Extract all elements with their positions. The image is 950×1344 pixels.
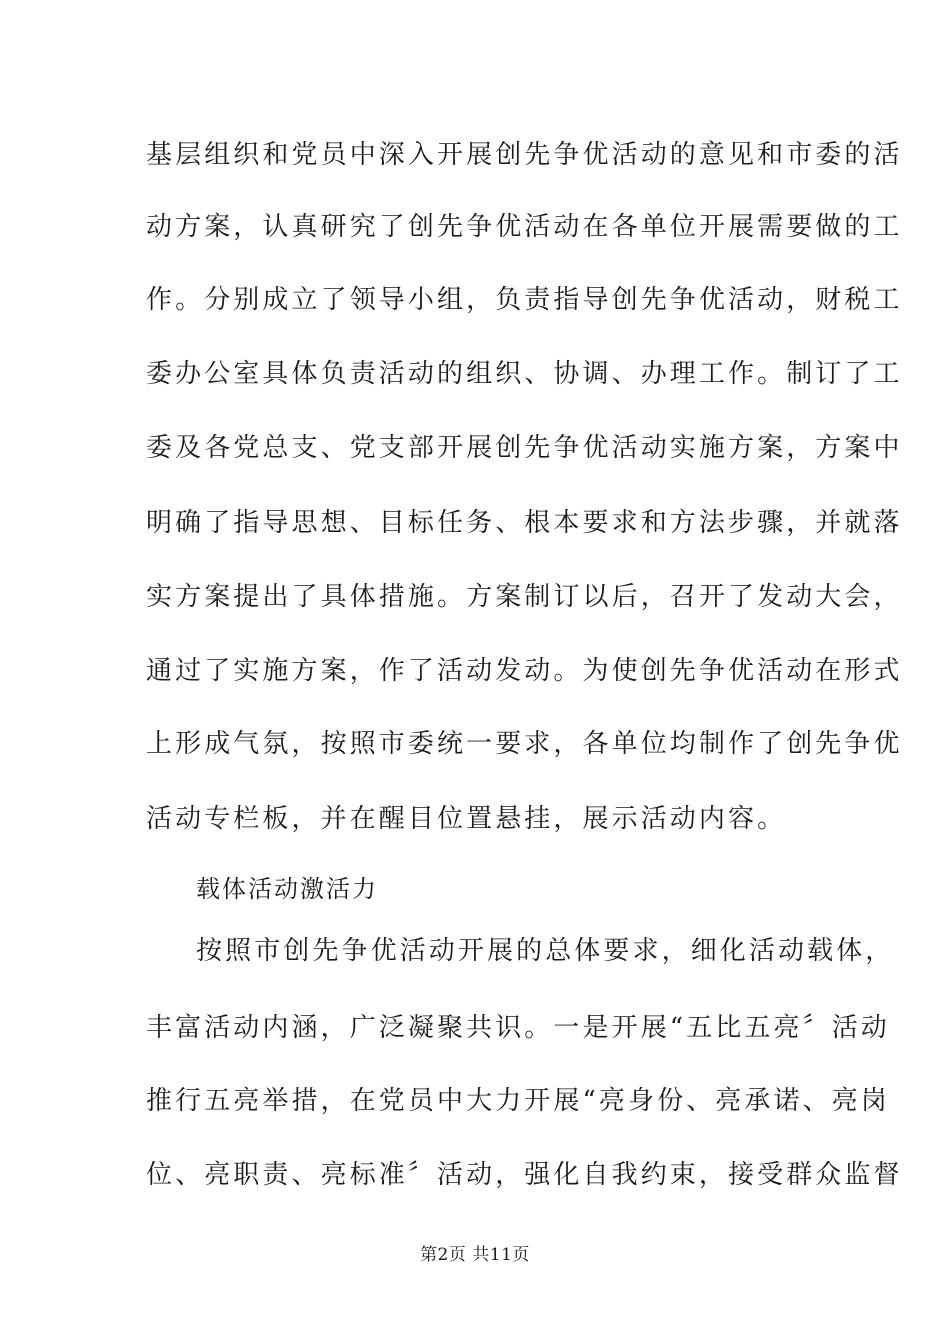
paragraph-line: 作。分别成立了领导小组，负责指导创先争优活动，财税工 (146, 285, 903, 315)
paragraph-line: 通过了实施方案，作了活动发动。为使创先争优活动在形式 (146, 656, 903, 686)
paragraph-line: 按照市创先争优活动开展的总体要求，细化活动载体， (196, 936, 895, 966)
page-number-footer: 第2页 共11页 (420, 1245, 530, 1265)
paragraph-line: 明确了指导思想、目标任务、根本要求和方法步骤，并就落 (146, 508, 903, 538)
paragraph-line: 实方案提出了具体措施。方案制订以后，召开了发动大会， (146, 582, 903, 612)
paragraph-line: 位、亮职责、亮标准〞活动，强化自我约束，接受群众监督 (146, 1160, 903, 1190)
paragraph-line: 动方案，认真研究了创先争优活动在各单位开展需要做的工 (146, 212, 903, 242)
paragraph-line: 活动专栏板，并在醒目位置悬挂，展示活动内容。 (146, 804, 787, 834)
paragraph-line: 基层组织和党员中深入开展创先争优活动的意见和市委的活 (146, 140, 903, 170)
paragraph-line: 推行五亮举措，在党员中大力开展“亮身份、亮承诺、亮岗 (146, 1086, 890, 1116)
paragraph-line: 上形成气氛，按照市委统一要求，各单位均制作了创先争优 (146, 729, 903, 759)
paragraph-line: 丰富活动内涵，广泛凝聚共识。一是开展“五比五亮〞活动 (146, 1013, 890, 1043)
section-heading: 载体活动激活力 (196, 875, 378, 903)
paragraph-line: 委办公室具体负责活动的组织、协调、办理工作。制订了工 (146, 359, 903, 389)
paragraph-line: 委及各党总支、党支部开展创先争优活动实施方案，方案中 (146, 433, 903, 463)
